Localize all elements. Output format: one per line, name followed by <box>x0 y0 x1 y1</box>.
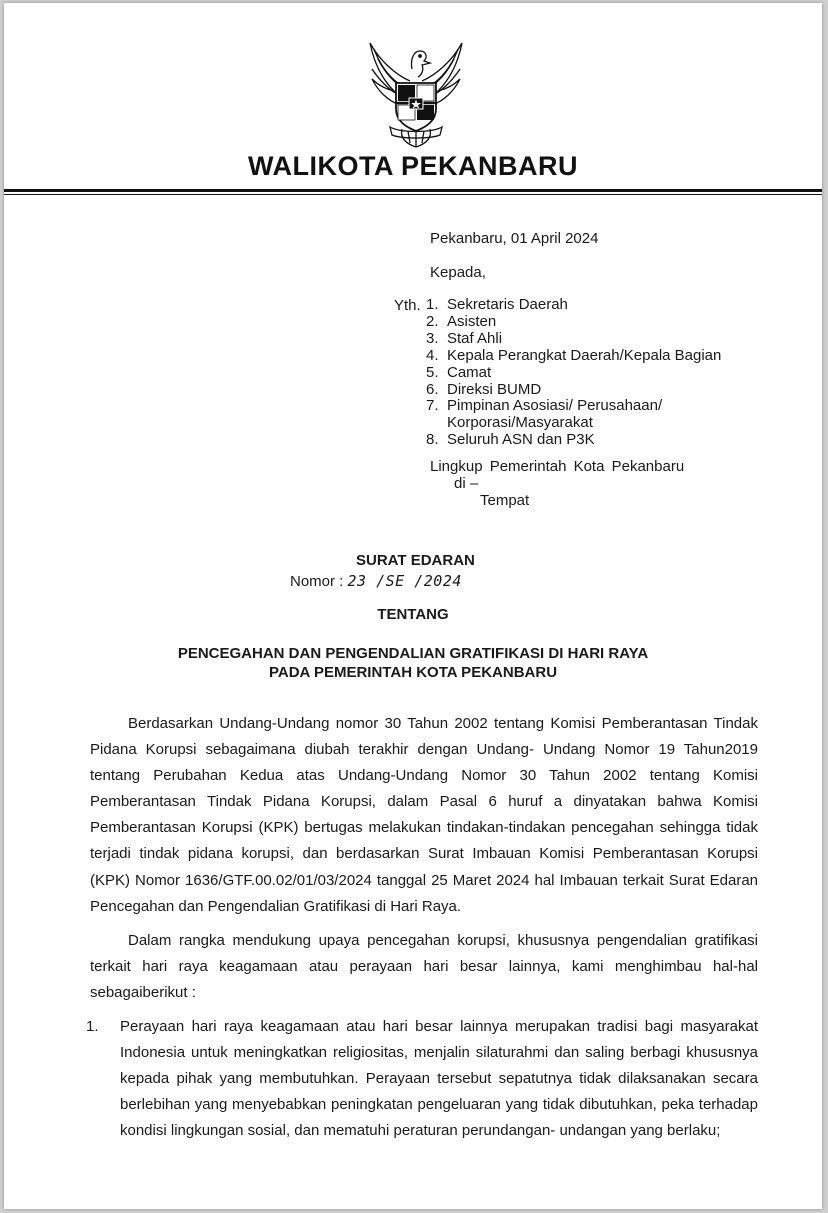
letter-page <box>4 3 822 1209</box>
tempat-label: Tempat <box>480 492 530 509</box>
recipient-item: 3. Staf Ahli <box>426 329 503 347</box>
letter-body <box>86 711 758 1145</box>
di-label: di – <box>454 475 479 492</box>
body-paragraph-2: Dalam rangka mendukung upaya pencegahan korupsi, khususnya pengendalian gratifikasi terkait hari raya keagamaan atau perayaan hari besar lainnya, kami menghimbau hal-hal sebagaiberikut : <box>90 931 758 1001</box>
letter-number <box>290 572 462 591</box>
yth-label: Yth. <box>394 297 421 314</box>
tentang-heading: TENTANG <box>377 606 449 623</box>
recipient-item-continuation: Korporasi/Masyarakat <box>447 414 593 432</box>
letterhead-rule-thin <box>4 194 822 195</box>
point-number: 1. <box>86 1018 99 1036</box>
garuda-emblem-icon <box>360 35 472 153</box>
subject-line-1: PENCEGAHAN DAN PENGENDALIAN GRATIFIKASI DI HARI RAYA <box>177 645 649 662</box>
subject-heading <box>4 644 822 682</box>
recipient-item: 8. Seluruh ASN dan P3K <box>426 431 595 449</box>
letterhead-rule-thick <box>4 189 822 192</box>
recipient-item: 7. Pimpinan Asosiasi/ Perusahaan/ <box>426 397 663 415</box>
kepada-label: Kepada, <box>430 264 486 281</box>
letter-number-value: 23 /SE /2024 <box>347 572 462 590</box>
recipient-item: 4. Kepala Perangkat Daerah/Kepala Bagian <box>426 346 722 364</box>
letterhead-title: WALIKOTA PEKANBARU <box>248 151 578 181</box>
point-list <box>86 1014 758 1144</box>
letter-date: Pekanbaru, 01 April 2024 <box>430 230 599 247</box>
surat-edaran-title: SURAT EDARAN <box>356 552 475 569</box>
point-text: Perayaan hari raya keagamaan atau hari besar lainnya merupakan tradisi bagi masyarakat Indonesia untuk meningkatkan religiositas, menjalin silaturahmi dan saling berbagi khususnya kepada pihak yang membutuhkan. Perayaan tersebut sepatutnya tidak dilaksanakan secara berlebihan yang menyebabkan peningkatan pengeluaran yang tidak dibutuhkan, peka terhadap kondisi lingkungan sosial, dan mematuhi peraturan perundangan- undangan yang berlaku; <box>120 1018 758 1140</box>
letter-number-label: Nomor : <box>290 573 344 590</box>
recipient-item: 5. Camat <box>426 363 492 381</box>
recipient-item: 2. Asisten <box>426 312 497 330</box>
recipient-item: 1. Sekretaris Daerah <box>426 296 568 313</box>
recipient-item: 6. Direksi BUMD <box>426 380 542 398</box>
subject-line-2: PADA PEMERINTAH KOTA PEKANBARU <box>268 664 558 681</box>
recipient-scope: Lingkup Pemerintah Kota Pekanbaru <box>430 458 685 475</box>
recipient-list <box>426 297 721 449</box>
body-paragraph-1: Berdasarkan Undang-Undang nomor 30 Tahun 2002 tentang Komisi Pemberantasan Tindak Pidana Korupsi sebagaimana diubah terakhir dengan Undang- Undang Nomor 19 Tahun2019 tentang Perubahan Kedua atas Undang-Undang Nomor 30 Tahun 2002 tentang Komisi Pemberantasan Tindak Pidana Korupsi, dalam Pasal 6 huruf a dinyatakan bahwa Komisi Pemberantasan Korupsi (KPK) bertugas melakukan tindakan-tindakan pencegahan sehingga tidak terjadi tindak pidana korupsi, dan berdasarkan Surat Imbauan Komisi Pemberantasan Korupsi (KPK) Nomor 1636/GTF.00.02/01/03/2024 tanggal 25 Maret 2024 hal Imbauan terkait Surat Edaran Pencegahan dan Pengendalian Gratifikasi di Hari Raya. <box>90 715 758 915</box>
point-item <box>86 1014 758 1144</box>
